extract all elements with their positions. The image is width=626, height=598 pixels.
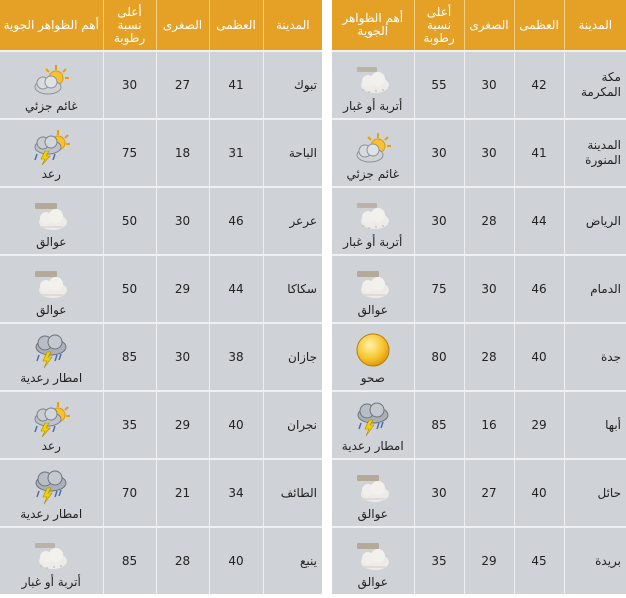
min-temp-cell: 18 — [156, 119, 209, 187]
table-row — [332, 119, 626, 187]
city-cell: حائل — [564, 459, 626, 527]
header-weather: أهم الظواهر الجوية — [332, 0, 414, 51]
humidity-cell: 75 — [103, 119, 156, 187]
weather-label: عوالق — [36, 235, 67, 249]
partly-cloudy-icon — [31, 63, 71, 99]
humidity-cell: 50 — [103, 187, 156, 255]
header-max: العظمى — [514, 0, 564, 51]
haze-icon — [31, 267, 71, 303]
humidity-cell: 85 — [103, 323, 156, 391]
humidity-cell: 35 — [414, 527, 464, 594]
weather-cell — [332, 323, 414, 391]
city-cell: الرياض — [564, 187, 626, 255]
min-temp-cell: 30 — [156, 323, 209, 391]
city-cell: ينبع — [263, 527, 322, 594]
dust-icon — [31, 539, 71, 575]
weather-label: غائم جزئي — [346, 167, 399, 181]
thunderstorm-icon — [353, 401, 393, 439]
humidity-cell: 30 — [414, 459, 464, 527]
max-temp-cell: 40 — [514, 323, 564, 391]
city-cell: الباحة — [263, 119, 322, 187]
thunder-sun-icon — [31, 129, 71, 167]
weather-cell — [0, 187, 103, 255]
weather-label: أتربة أو غبار — [343, 99, 403, 113]
table-row — [332, 459, 626, 527]
thunder-sun-icon — [31, 401, 71, 439]
city-cell: مكة المكرمة — [564, 51, 626, 119]
min-temp-cell: 28 — [464, 323, 514, 391]
max-temp-cell: 42 — [514, 51, 564, 119]
weather-cell — [0, 51, 103, 119]
table-row — [0, 527, 322, 594]
table-row — [332, 255, 626, 323]
weather-cell — [0, 119, 103, 187]
city-cell: سكاكا — [263, 255, 322, 323]
humidity-cell: 85 — [414, 391, 464, 459]
min-temp-cell: 28 — [156, 527, 209, 594]
weather-label: عوالق — [357, 303, 388, 317]
thunderstorm-icon — [31, 333, 71, 371]
table-row — [0, 187, 322, 255]
header-min: الصغرى — [156, 0, 209, 51]
weather-label: رعد — [41, 439, 61, 453]
sunny-icon — [353, 331, 393, 371]
weather-label: عوالق — [357, 575, 388, 589]
haze-icon — [353, 471, 393, 507]
city-cell: جازان — [263, 323, 322, 391]
humidity-cell: 80 — [414, 323, 464, 391]
header-city: المدينة — [263, 0, 322, 51]
weather-cell — [332, 187, 414, 255]
weather-cell — [332, 119, 414, 187]
max-temp-cell: 40 — [209, 391, 263, 459]
city-cell: الطائف — [263, 459, 322, 527]
max-temp-cell: 40 — [514, 459, 564, 527]
city-cell: نجران — [263, 391, 322, 459]
table-row — [332, 51, 626, 119]
haze-icon — [31, 199, 71, 235]
weather-cell — [332, 391, 414, 459]
city-cell: جدة — [564, 323, 626, 391]
weather-table-right — [332, 0, 626, 594]
weather-label: عوالق — [357, 507, 388, 521]
dust-icon — [353, 63, 393, 99]
min-temp-cell: 30 — [464, 51, 514, 119]
humidity-cell: 35 — [103, 391, 156, 459]
max-temp-cell: 40 — [209, 527, 263, 594]
table-row — [0, 119, 322, 187]
min-temp-cell: 21 — [156, 459, 209, 527]
haze-icon — [353, 267, 393, 303]
weather-label: امطار رعدية — [20, 507, 83, 521]
weather-label: أتربة أو غبار — [343, 235, 403, 249]
weather-cell — [0, 391, 103, 459]
city-cell: تبوك — [263, 51, 322, 119]
humidity-cell: 30 — [103, 51, 156, 119]
weather-label: عوالق — [36, 303, 67, 317]
humidity-cell: 30 — [414, 119, 464, 187]
weather-cell — [332, 459, 414, 527]
max-temp-cell: 31 — [209, 119, 263, 187]
city-cell: عرعر — [263, 187, 322, 255]
max-temp-cell: 29 — [514, 391, 564, 459]
weather-cell — [332, 527, 414, 594]
min-temp-cell: 30 — [464, 255, 514, 323]
min-temp-cell: 27 — [156, 51, 209, 119]
max-temp-cell: 46 — [209, 187, 263, 255]
table-row — [332, 527, 626, 594]
city-cell: المدينة المنورة — [564, 119, 626, 187]
city-cell: الدمام — [564, 255, 626, 323]
humidity-cell: 85 — [103, 527, 156, 594]
min-temp-cell: 30 — [464, 119, 514, 187]
header-min: الصغرى — [464, 0, 514, 51]
max-temp-cell: 44 — [514, 187, 564, 255]
weather-label: امطار رعدية — [20, 371, 83, 385]
header-max: العظمى — [209, 0, 263, 51]
humidity-cell: 70 — [103, 459, 156, 527]
humidity-cell: 55 — [414, 51, 464, 119]
header-weather: أهم الظواهر الجوية — [0, 0, 103, 51]
max-temp-cell: 34 — [209, 459, 263, 527]
weather-label: رعد — [41, 167, 61, 181]
table-body-right — [332, 51, 626, 594]
weather-cell — [0, 323, 103, 391]
city-cell: أبها — [564, 391, 626, 459]
table-row — [332, 323, 626, 391]
max-temp-cell: 46 — [514, 255, 564, 323]
table-row — [332, 187, 626, 255]
max-temp-cell: 45 — [514, 527, 564, 594]
weather-cell — [0, 255, 103, 323]
weather-cell — [0, 527, 103, 594]
haze-icon — [353, 539, 393, 575]
max-temp-cell: 44 — [209, 255, 263, 323]
min-temp-cell: 29 — [156, 255, 209, 323]
header-city: المدينة — [564, 0, 626, 51]
table-row — [0, 391, 322, 459]
table-row — [0, 323, 322, 391]
min-temp-cell: 27 — [464, 459, 514, 527]
max-temp-cell: 41 — [514, 119, 564, 187]
table-row — [0, 51, 322, 119]
table-row — [0, 255, 322, 323]
humidity-cell: 50 — [103, 255, 156, 323]
weather-cell — [332, 51, 414, 119]
max-temp-cell: 38 — [209, 323, 263, 391]
weather-cell — [332, 255, 414, 323]
table-row — [0, 459, 322, 527]
min-temp-cell: 30 — [156, 187, 209, 255]
weather-label: امطار رعدية — [341, 439, 404, 453]
table-header-row — [332, 0, 626, 51]
header-humidity: أعلى نسبة رطوبة — [414, 0, 464, 51]
weather-label: أتربة أو غبار — [21, 575, 81, 589]
table-header-row — [0, 0, 322, 51]
humidity-cell: 30 — [414, 187, 464, 255]
table-body-left — [0, 51, 322, 594]
weather-label: صحو — [360, 371, 385, 385]
city-cell: بريدة — [564, 527, 626, 594]
min-temp-cell: 28 — [464, 187, 514, 255]
humidity-cell: 75 — [414, 255, 464, 323]
weather-label: غائم جزئي — [25, 99, 78, 113]
partly-cloudy-icon — [353, 131, 393, 167]
header-humidity: أعلى نسبة رطوبة — [103, 0, 156, 51]
min-temp-cell: 16 — [464, 391, 514, 459]
min-temp-cell: 29 — [156, 391, 209, 459]
max-temp-cell: 41 — [209, 51, 263, 119]
weather-cell — [0, 459, 103, 527]
min-temp-cell: 29 — [464, 527, 514, 594]
dust-icon — [353, 199, 393, 235]
table-row — [332, 391, 626, 459]
thunderstorm-icon — [31, 469, 71, 507]
